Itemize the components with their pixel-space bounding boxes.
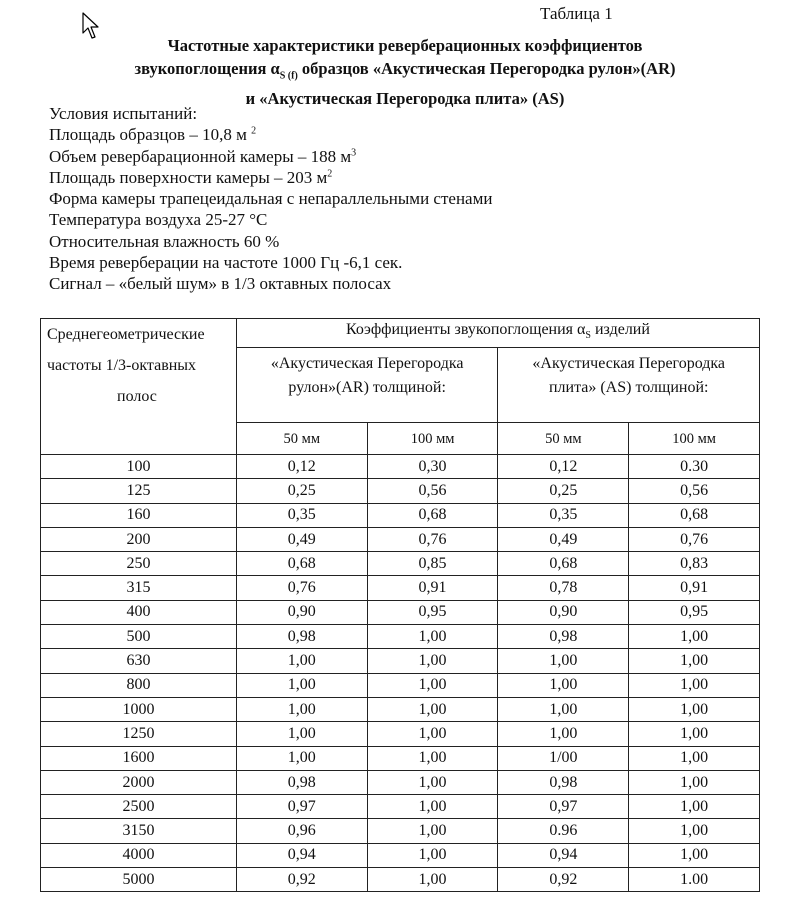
frequency-cell: 400 [41,600,237,624]
frequency-cell: 1250 [41,722,237,746]
as-100mm-cell: 1,00 [629,625,760,649]
as-100mm-cell: 1,00 [629,819,760,843]
as-50mm-cell: 1,00 [498,697,629,721]
ar-50mm-cell: 1,00 [236,722,367,746]
group-header-as: «Акустическая Перегородка плита» (AS) толщиной: [498,348,760,423]
frequency-cell: 800 [41,673,237,697]
frequency-header: Среднегеометрические частоты 1/3-октавных полос [41,319,237,455]
thickness-header: 100 мм [629,423,760,455]
as-100mm-cell: 1,00 [629,843,760,867]
table-row [41,697,760,721]
absorption-table [40,318,760,892]
frequency-cell: 630 [41,649,237,673]
as-100mm-cell: 0,56 [629,479,760,503]
as-50mm-cell: 0,49 [498,527,629,551]
ar-50mm-cell: 0,98 [236,625,367,649]
ar-50mm-cell: 1,00 [236,746,367,770]
as-100mm-cell: 1,00 [629,770,760,794]
ar-100mm-cell: 1,00 [367,868,498,892]
ar-50mm-cell: 1,00 [236,649,367,673]
ar-100mm-cell: 0,85 [367,552,498,576]
as-50mm-cell: 0,25 [498,479,629,503]
ar-50mm-cell: 0,49 [236,527,367,551]
ar-50mm-cell: 0,90 [236,600,367,624]
as-100mm-cell: 0,91 [629,576,760,600]
as-50mm-cell: 0,68 [498,552,629,576]
frequency-cell: 315 [41,576,237,600]
title-line-2: звукопоглощения $\alpha_{S (f)}$ образцов «Акустическая Перегородка рулон»(AR) [134,59,676,82]
as-50mm-cell: 0,98 [498,770,629,794]
frequency-cell: 200 [41,527,237,551]
ar-100mm-cell: 1,00 [367,819,498,843]
as-50mm-cell: 0,35 [498,503,629,527]
ar-100mm-cell: 1,00 [367,795,498,819]
as-50mm-cell: 1,00 [498,722,629,746]
as-50mm-cell: 0,92 [498,868,629,892]
as-100mm-cell: 1,00 [629,673,760,697]
condition-area-samples: Площадь образцов – 10,8 м $^2$ [49,125,257,145]
ar-100mm-cell: 1,00 [367,770,498,794]
condition-humidity: Относительная влажность 60 % [49,231,280,251]
ar-100mm-cell: 1,00 [367,625,498,649]
frequency-cell: 125 [41,479,237,503]
frequency-cell: 3150 [41,819,237,843]
table-row [41,843,760,867]
condition-volume: Объем ревербарационной камеры – 188 $м^3$ [49,146,357,166]
frequency-cell: 250 [41,552,237,576]
as-50mm-cell: 0,12 [498,455,629,479]
ar-100mm-cell: 0,56 [367,479,498,503]
as-50mm-cell: 0,98 [498,625,629,649]
ar-50mm-cell: 0,97 [236,795,367,819]
frequency-cell: 500 [41,625,237,649]
table-row [41,795,760,819]
ar-50mm-cell: 1,00 [236,673,367,697]
table-row [41,503,760,527]
condition-shape: Форма камеры трапецеидальная с непараллельными стенами [49,189,493,209]
condition-temperature: Температура воздуха 25-27 °С [49,210,268,230]
condition-signal: Сигнал – «белый шум» в 1/3 октавных полосах [49,274,392,294]
frequency-cell: 160 [41,503,237,527]
ar-100mm-cell: 0,30 [367,455,498,479]
ar-100mm-cell: 0,95 [367,600,498,624]
as-100mm-cell: 0,76 [629,527,760,551]
group-header-ar: «Акустическая Перегородка рулон»(AR) толщиной: [236,348,498,423]
as-100mm-cell: 0.30 [629,455,760,479]
frequency-cell: 2000 [41,770,237,794]
title-line-1: Частотные характеристики реверберационных коэффициентов [167,36,643,55]
ar-100mm-cell: 1,00 [367,746,498,770]
as-50mm-cell: 0,90 [498,600,629,624]
ar-50mm-cell: 0,98 [236,770,367,794]
table-row [41,576,760,600]
coefficients-header: Коэффициенты звукопоглощения $\alpha_S$ изделий [236,319,759,348]
test-conditions [49,103,492,295]
condition-reverb-time: Время реверберации на частоте 1000 Гц -6,1 сек. [49,253,403,273]
thickness-header: 100 мм [367,423,498,455]
ar-50mm-cell: 0,92 [236,868,367,892]
thickness-header: 50 мм [498,423,629,455]
table-row [41,673,760,697]
as-50mm-cell: 0,94 [498,843,629,867]
as-100mm-cell: 1,00 [629,722,760,746]
ar-50mm-cell: 0,94 [236,843,367,867]
as-50mm-cell: 1,00 [498,673,629,697]
ar-50mm-cell: 0,76 [236,576,367,600]
frequency-cell: 5000 [41,868,237,892]
table-row [41,455,760,479]
table-row [41,868,760,892]
document-title [60,34,750,110]
table-row [41,552,760,576]
ar-100mm-cell: 0,76 [367,527,498,551]
table-number-label: Таблица 1 [540,4,613,23]
ar-50mm-cell: 0,12 [236,455,367,479]
as-100mm-cell: 1,00 [629,697,760,721]
ar-50mm-cell: 0,25 [236,479,367,503]
table-row [41,746,760,770]
frequency-cell: 1000 [41,697,237,721]
as-100mm-cell: 0,95 [629,600,760,624]
table-row [41,649,760,673]
thickness-header: 50 мм [236,423,367,455]
title-line-3: и «Акустическая Перегородка плита» (AS) [245,89,565,109]
table-row [41,527,760,551]
as-50mm-cell: 0.96 [498,819,629,843]
as-50mm-cell: 1/00 [498,746,629,770]
ar-50mm-cell: 0,68 [236,552,367,576]
as-100mm-cell: 1,00 [629,746,760,770]
ar-100mm-cell: 1,00 [367,722,498,746]
ar-100mm-cell: 1,00 [367,649,498,673]
table-row [41,770,760,794]
as-100mm-cell: 1,00 [629,649,760,673]
ar-100mm-cell: 1,00 [367,673,498,697]
ar-100mm-cell: 1,00 [367,697,498,721]
ar-50mm-cell: 1,00 [236,697,367,721]
table-row [41,600,760,624]
as-100mm-cell: 0,83 [629,552,760,576]
frequency-cell: 100 [41,455,237,479]
as-100mm-cell: 1,00 [629,795,760,819]
table-row [41,722,760,746]
table-row [41,479,760,503]
ar-100mm-cell: 0,91 [367,576,498,600]
frequency-cell: 4000 [41,843,237,867]
frequency-cell: 1600 [41,746,237,770]
frequency-cell: 2500 [41,795,237,819]
table-row [41,625,760,649]
table-row [41,819,760,843]
as-100mm-cell: 0,68 [629,503,760,527]
ar-50mm-cell: 0,35 [236,503,367,527]
as-50mm-cell: 0,78 [498,576,629,600]
as-50mm-cell: 1,00 [498,649,629,673]
ar-100mm-cell: 0,68 [367,503,498,527]
ar-50mm-cell: 0,96 [236,819,367,843]
ar-100mm-cell: 1,00 [367,843,498,867]
as-50mm-cell: 0,97 [498,795,629,819]
condition-area-surface: Площадь поверхности камеры – 203 $м^2$ [49,167,333,187]
as-100mm-cell: 1.00 [629,868,760,892]
conditions-heading: Условия испытаний: [49,104,198,123]
